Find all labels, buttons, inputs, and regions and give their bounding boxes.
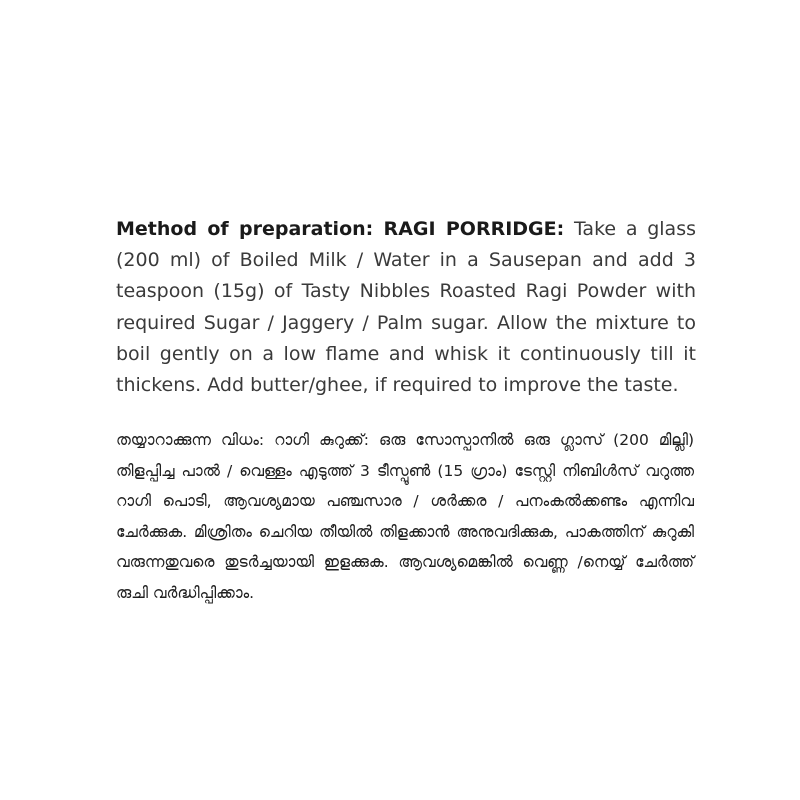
- english-instructions: [116, 214, 696, 401]
- english-heading: Method of preparation: RAGI PORRIDGE:: [116, 218, 565, 240]
- malayalam-body: തയ്യാറാക്കുന്ന വിധം: റാഗി കുറുക്ക്: ഒരു സോസ്പാനിൽ ഒരു ഗ്ലാസ് (200 മില്ലി) തിളപ്പിച്ച പാൽ / വെള്ളം എടുത്ത് 3 ടീസ്പൂൺ (15 ഗ്രാം) ടേസ്റ്റി നിബിൾസ് വറുത്ത റാഗി പൊടി, ആവശ്യമായ പഞ്ചസാര / ശർക്കര / പനംകൽക്കണ്ടം എന്നിവ ചേർക്കുക. മിശ്രിതം ചെറിയ തീയിൽ തിളക്കാൻ അനുവദിക്കുക, പാകത്തിന് കുറുകി വരുന്നതുവരെ തുടർച്ചയായി ഇളക്കുക. ആവശ്യമെങ്കിൽ വെണ്ണ /നെയ്യ് ചേർത്ത് രുചി വർദ്ധിപ്പിക്കാം.: [116, 431, 694, 602]
- english-body: Take a glass (200 ml) of Boiled Milk / Water in a Sausepan and add 3 teaspoon (15g) of Tasty Nibbles Roasted Ragi Powder with required Sugar / Jaggery / Palm sugar. Allow the mixture to boil gently on a low flame and whisk it continuously till it thickens. Add butter/ghee, if required to improve the taste.: [116, 218, 696, 397]
- malayalam-instructions: [116, 425, 694, 608]
